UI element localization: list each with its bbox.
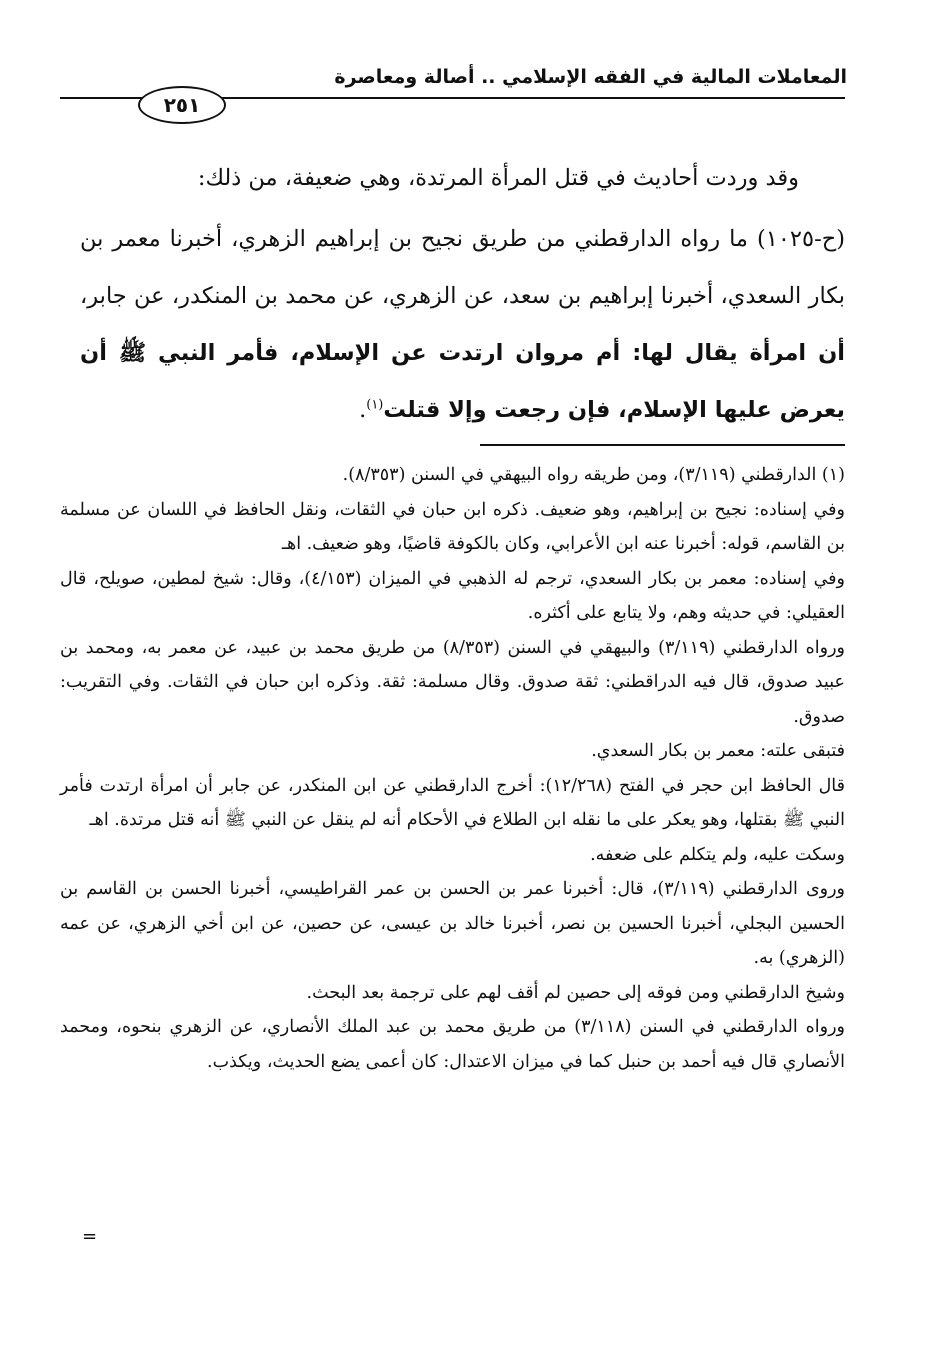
footnote-separator [480,444,845,446]
running-title: المعاملات المالية في الفقه الإسلامي .. أصالة ومعاصرة [334,66,847,88]
footnote-paragraph: وسكت عليه، ولم يتكلم على ضعفه. [590,844,845,865]
main-text [80,150,845,439]
footnotes [60,458,845,1079]
hadith-paragraph [80,211,845,439]
footnote-paragraph: وشيخ الدارقطني ومن فوقه إلى حصين لم أقف لهم على ترجمة بعد البحث. [306,982,845,1003]
footnote-paragraph: وفي إسناده: نجيح بن إبراهيم، وهو ضعيف. ذكره ابن حبان في الثقات، ونقل الحافظ في اللسان عن مسلمة بن القاسم، قوله: أخبرنا عنه ابن الأعرابي، وكان بالكوفة قاضيًا، وهو ضعيف. اهـ [60,499,845,554]
continuation-mark: = [82,1226,98,1247]
footnote-paragraph: فتبقى علته: معمر بن بكار السعدي. [591,741,845,761]
footnote-paragraph: وفي إسناده: معمر بن بكار السعدي، ترجم له الذهبي في الميزان (٤/١٥٣)، وقال: شيخ لمطين، صويلح، قال العقيلي: في حديثه وهم، ولا يتابع على أكثره. [60,568,845,623]
footnote-paragraph: ورواه الدارقطني في السنن (٣/١١٨) من طريق محمد بن عبد الملك الأنصاري، عن الزهري بنحوه، ومحمد الأنصاري قال فيه أحمد بن حنبل كما في ميزان الاعتدال: كان أعمى يضع الحديث، ويكذب. [60,1017,845,1072]
footnote-reference: (١) [366,397,384,413]
footnote-paragraph: قال الحافظ ابن حجر في الفتح (١٢/٢٦٨): أخرج الدارقطني عن ابن المنكدر، عن جابر أن امرأة ارتدت فأمر النبي ﷺ بقتلها، وهو يعكر على ما نقله ابن الطلاع في الأحكام أنه لم ينقل عن النبي ﷺ أنه قتل مرتدة. اهـ [60,775,845,830]
footnote-paragraph: (١) الدارقطني (٣/١١٩)، ومن طريقه رواه البيهقي في السنن (٨/٣٥٣). [342,465,845,485]
page-number: ٢٥١ [138,86,226,124]
footnote-paragraph: وروى الدارقطني (٣/١١٩)، قال: أخبرنا عمر بن الحسن بن عمر القراطيسي، أخبرنا الحسن بن القاسم بن الحسين البجلي، أخبرنا الحسين بن نصر، أخبرنا خالد بن عيسى، عن حصين، عن ابن أخي الزهري، عن عمه (الزهري) به. [60,879,845,968]
intro-paragraph: وقد وردت أحاديث في قتل المرأة المرتدة، وهي ضعيفة، من ذلك: [197,165,799,191]
footnote-paragraph: ورواه الدارقطني (٣/١١٩) والبيهقي في السنن (٨/٣٥٣) من طريق محمد بن عبيد، عن معمر به، ومحمد بن عبيد صدوق، قال فيه الدراقطني: ثقة صدوق. وقال مسلمة: ثقة. وذكره ابن حبان في الثقات. وفي التقريب: صدوق. [60,637,845,727]
end-punctuation: . [359,397,367,423]
hadith-isnad: (ح-١٠٢٥) ما رواه الدارقطني من طريق نجيح بن إبراهيم الزهري، أخبرنا معمر بن بكار السعدي، أخبرنا إبراهيم بن سعد، عن الزهري، عن محمد بن المنكدر، عن جابر، [80,226,845,309]
hadith-matn: أن امرأة يقال لها: أم مروان ارتدت عن الإسلام، فأمر النبي ﷺ أن يعرض عليها الإسلام، فإن رجعت وإلا قتلت [80,340,845,423]
